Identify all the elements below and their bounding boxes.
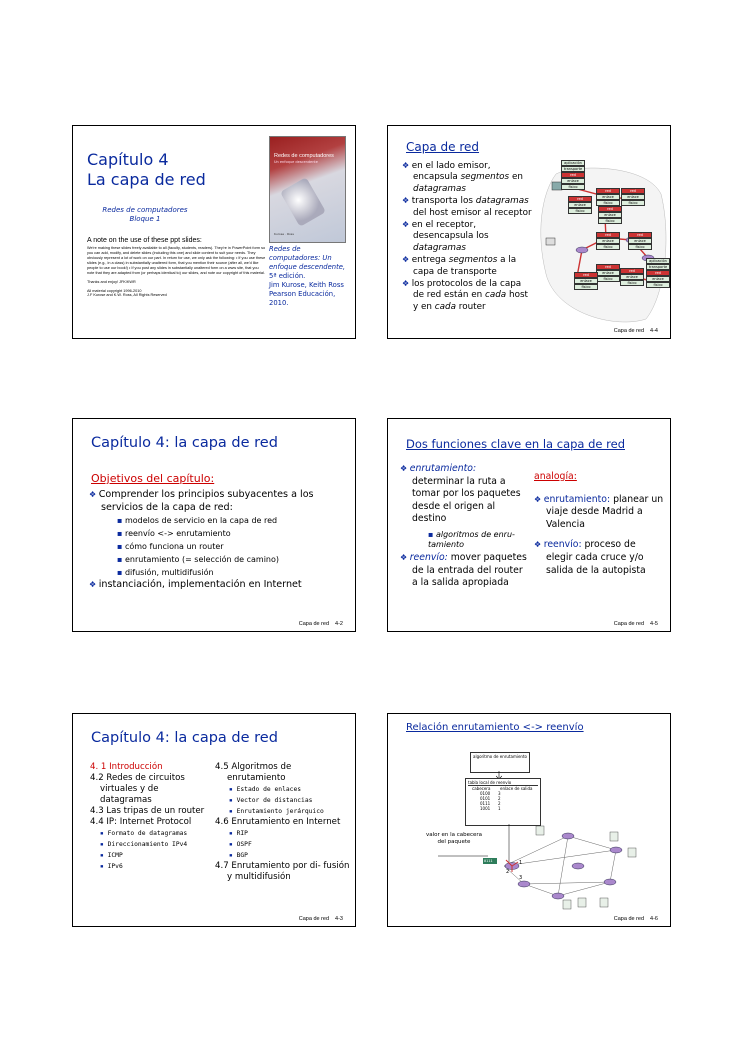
cell-header-value: 0100 bbox=[480, 791, 491, 796]
router-stack-5 bbox=[596, 232, 620, 250]
diamond-bullet-icon: ❖ bbox=[89, 580, 99, 589]
layer-network: red bbox=[596, 232, 620, 238]
note-block bbox=[87, 237, 267, 297]
packet-header-label: valor en la cabecera del paquete bbox=[425, 832, 483, 845]
host-stack-sender bbox=[561, 160, 585, 190]
layer-physical: físico bbox=[628, 244, 652, 250]
layer-network: red bbox=[568, 196, 592, 202]
forwarding-table-header: cabecera enlace de salida bbox=[472, 786, 533, 791]
packet-header-value: 0111 bbox=[484, 859, 493, 863]
router-stack-4 bbox=[598, 206, 622, 224]
layer-link: enlace bbox=[646, 276, 670, 282]
layer-network: red bbox=[561, 172, 585, 178]
ref-title: Redes de computadores: Un enfoque descendente, bbox=[269, 245, 346, 271]
toc-4-4-items: ▪ Formato de datagramas ▪ Direccionamiento IPv4 ▪ ICMP ▪ IPv6 bbox=[100, 830, 188, 870]
layer-physical: físico bbox=[596, 276, 620, 282]
slide-title: Capítulo 4: la capa de red bbox=[91, 730, 278, 746]
slide-title: Dos funciones clave en la capa de red bbox=[406, 437, 625, 451]
book-line1: Redes de computadores bbox=[102, 206, 188, 214]
layer-link: enlace bbox=[621, 194, 645, 200]
routing-algorithm-box bbox=[470, 752, 530, 773]
book-line2: Bloque 1 bbox=[129, 215, 161, 223]
layer-link: enlace bbox=[628, 238, 652, 244]
link-label-2: 2 bbox=[506, 869, 510, 875]
note-thanks: Thanks and enjoy! JFK/KWR bbox=[87, 280, 136, 284]
bullet-list bbox=[402, 160, 532, 313]
cell-output-link: 3 bbox=[498, 791, 501, 796]
layer-link: enlace bbox=[568, 202, 592, 208]
link-label-3: 3 bbox=[519, 875, 523, 881]
slide-chapter-cover bbox=[72, 125, 356, 339]
cover-authors: Kurose · Ross bbox=[274, 232, 294, 236]
toc-4-1: 4. 1 Introducción bbox=[90, 762, 163, 772]
sub-item-2: ▪ reenvío <-> enrutamiento bbox=[117, 529, 231, 538]
toc-4-6-items: ▪ RIP ▪ OSPF ▪ BGP bbox=[229, 830, 252, 859]
layer-physical: físico bbox=[561, 184, 585, 190]
slide-footer: Capa de red 4-3 bbox=[298, 916, 343, 922]
ref-publisher: Pearson Educación, 2010. bbox=[269, 290, 336, 307]
layer-network: red bbox=[620, 268, 644, 274]
sub-item-5: ▪ difusión, multidifusión bbox=[117, 568, 214, 577]
book-reference bbox=[269, 245, 353, 308]
toc-4-7: 4.7 Enrutamiento por di- fusión y multidifusión bbox=[215, 861, 350, 882]
layer-physical: físico bbox=[620, 280, 644, 286]
cell-output-link: 2 bbox=[498, 801, 501, 806]
copyright-line2: J.F Kurose and K.W. Ross, All Rights Reserved bbox=[87, 293, 167, 297]
toc-4-3: 4.3 Las tripas de un router bbox=[90, 806, 205, 816]
router-stack-1 bbox=[596, 188, 620, 206]
slide-relacion bbox=[387, 713, 671, 927]
link-label-1: 1 bbox=[519, 860, 523, 866]
slide-dos-funciones bbox=[387, 418, 671, 632]
layer-link: enlace bbox=[561, 178, 585, 184]
forwarding-network-diagram bbox=[428, 814, 668, 924]
layer-physical: físico bbox=[574, 284, 598, 290]
sub-item-algoritmos: ▪ algoritmos de enru- tamiento bbox=[428, 529, 515, 549]
router-stack-6 bbox=[628, 232, 652, 250]
diamond-bullet-icon: ❖ bbox=[534, 494, 544, 504]
sub-item-1: ▪ modelos de servicio en la capa de red bbox=[117, 516, 278, 525]
slide-capa-de-red bbox=[387, 125, 671, 339]
analogy-heading: analogía: bbox=[534, 471, 577, 482]
diamond-bullet-icon: ❖ bbox=[89, 490, 99, 499]
layer-app: aplicación bbox=[561, 160, 585, 166]
diamond-bullet-icon: ❖ bbox=[534, 540, 544, 550]
book-label bbox=[95, 206, 195, 224]
layer-network: red bbox=[596, 264, 620, 270]
toc-4-5-items: ▪ Estado de enlaces ▪ Vector de distancias ▪ Enrutamiento jerárquico bbox=[229, 786, 324, 815]
router-stack-2 bbox=[621, 188, 645, 206]
book-cover-image bbox=[269, 136, 346, 243]
analogy-2: ❖ reenvío: proceso de elegir cada cruce y/o salida de la autopista bbox=[534, 539, 646, 576]
diamond-bullet-icon: ❖ bbox=[402, 255, 412, 265]
analogy-1: ❖ enrutamiento: planear un viaje desde Madrid a Valencia bbox=[534, 493, 664, 530]
slide-contenido bbox=[72, 713, 356, 927]
diamond-bullet-icon: ❖ bbox=[402, 220, 412, 230]
slide-title: Capa de red bbox=[406, 140, 480, 154]
sub-list bbox=[89, 514, 349, 579]
note-body: We're making these slides freely available to all (faculty, students, readers). They're in PowerPoint form so you can add, modify, and delete slides (including this one) and slide content to suit your needs. They obviously represent a lot of work on our part. In return for use, we only ask the following: • If you use these slides (e.g., in a class) in substantially unaltered form, that you mention their source (after all, we'd like people to use our book!) • If you post any slides in substantially unaltered form on a www site, that you note that they are adapted from (or perhaps identical to) our slides, and note our copyright of this material. bbox=[87, 246, 266, 275]
cover-title: Redes de computadores bbox=[274, 153, 334, 159]
slide-title: Capítulo 4: la capa de red bbox=[91, 435, 278, 451]
layer-physical: físico bbox=[568, 208, 592, 214]
slide-footer: Capa de red 4-4 bbox=[613, 328, 658, 334]
toc-4-5: 4.5 Algoritmos de enrutamiento bbox=[215, 762, 292, 783]
diamond-bullet-icon: ❖ bbox=[402, 161, 412, 170]
bullet-enrutamiento: ❖ enrutamiento: bbox=[400, 463, 477, 474]
layer-network: red bbox=[646, 270, 670, 276]
bullet-1: ❖ Comprender los principios subyacentes a los servicios de la capa de red: bbox=[89, 489, 314, 513]
layer-link: enlace bbox=[596, 270, 620, 276]
layer-app: aplicación bbox=[646, 258, 670, 264]
slide-title: Relación enrutamiento <-> reenvío bbox=[406, 722, 584, 733]
layer-network: red bbox=[628, 232, 652, 238]
layer-network: red bbox=[598, 206, 622, 212]
cell-output-link: 1 bbox=[498, 806, 501, 811]
router-stack-8 bbox=[620, 268, 644, 286]
layer-physical: físico bbox=[596, 244, 620, 250]
bullet-3: ❖ en el receptor, desencapsula los datagramas bbox=[402, 220, 489, 253]
layer-transport: transporte bbox=[646, 264, 670, 270]
sub-item-4: ▪ enrutamiento (= selección de camino) bbox=[117, 555, 280, 564]
bullet-reenvio: ❖ reenvío: mover paquetes de la entrada del router a la salida apropiada bbox=[400, 551, 527, 589]
copyright-line1: All material copyright 1996-2010 bbox=[87, 289, 142, 293]
diamond-bullet-icon: ❖ bbox=[402, 279, 412, 289]
ref-authors: Jim Kurose, Keith Ross bbox=[269, 281, 344, 289]
toc-4-2: 4.2 Redes de circuitos virtuales y de datagramas bbox=[90, 773, 185, 805]
chapter-title bbox=[87, 150, 206, 190]
host-stack-receiver bbox=[646, 258, 670, 288]
slide-footer: Capa de red 4-2 bbox=[298, 621, 343, 627]
layer-link: enlace bbox=[596, 238, 620, 244]
slide-objetivos bbox=[72, 418, 356, 632]
routing-algorithm-label: algoritmo de enrutamiento bbox=[473, 754, 527, 759]
bullet-4: ❖ entrega segmentos a la capa de transporte bbox=[402, 255, 517, 277]
bullet-5: ❖ los protocolos de la capa de red están en cada host y en cada router bbox=[402, 279, 528, 312]
chapter-subtitle: La capa de red bbox=[87, 170, 206, 189]
bullet-2: ❖ instanciación, implementación en Internet bbox=[89, 579, 302, 590]
bullet-1: ❖ en el lado emisor, encapsula segmentos en datagramas bbox=[402, 161, 523, 194]
toc-4-4: 4.4 IP: Internet Protocol bbox=[90, 817, 192, 827]
ref-edition: 5ª edición. bbox=[269, 272, 306, 280]
diamond-bullet-icon: ❖ bbox=[402, 196, 412, 206]
router-stack-3 bbox=[568, 196, 592, 214]
forwarding-table-title: tabla local de reenvío bbox=[468, 780, 538, 786]
cell-header-value: 0101 bbox=[480, 796, 491, 801]
objectives-heading: Objetivos del capítulo: bbox=[91, 472, 215, 485]
layer-physical: físico bbox=[598, 218, 622, 224]
slide-footer: Capa de red 4-5 bbox=[613, 621, 658, 627]
chapter-number: Capítulo 4 bbox=[87, 150, 169, 169]
contents-right bbox=[215, 762, 350, 883]
right-column bbox=[534, 471, 664, 577]
cell-header-value: 0111 bbox=[480, 801, 491, 806]
router-stack-9 bbox=[574, 272, 598, 290]
cover-subtitle: Un enfoque descendente bbox=[274, 160, 318, 164]
slide-footer: Capa de red 4-6 bbox=[613, 916, 658, 922]
layer-network: red bbox=[621, 188, 645, 194]
left-column bbox=[400, 463, 530, 590]
sub-item-3: ▪ cómo funciona un router bbox=[117, 542, 224, 551]
cable-image bbox=[280, 177, 326, 227]
layer-transport: transporte bbox=[561, 166, 585, 172]
layer-link: enlace bbox=[598, 212, 622, 218]
layer-physical: físico bbox=[596, 200, 620, 206]
objectives-list bbox=[89, 489, 349, 592]
layer-physical: físico bbox=[621, 200, 645, 206]
toc-4-6: 4.6 Enrutamiento en Internet bbox=[215, 817, 341, 827]
contents-left bbox=[90, 762, 210, 872]
layer-network: red bbox=[574, 272, 598, 278]
diamond-bullet-icon: ❖ bbox=[400, 464, 410, 473]
layer-link: enlace bbox=[620, 274, 644, 280]
cell-header-value: 1001 bbox=[480, 806, 491, 811]
layer-network: red bbox=[596, 188, 620, 194]
table-row bbox=[468, 806, 538, 811]
forwarding-table-rows bbox=[468, 791, 538, 811]
bullet-2: ❖ transporta los datagramas del host emisor al receptor bbox=[402, 196, 532, 218]
cell-output-link: 2 bbox=[498, 796, 501, 801]
layer-link: enlace bbox=[574, 278, 598, 284]
note-title: A note on the use of these ppt slides: bbox=[87, 237, 202, 244]
layer-physical: físico bbox=[646, 282, 670, 288]
enrutamiento-desc: determinar la ruta a tomar por los paquetes desde el origen al destino bbox=[412, 475, 521, 525]
diamond-bullet-icon: ❖ bbox=[400, 552, 410, 562]
router-stack-7 bbox=[596, 264, 620, 282]
layer-link: enlace bbox=[596, 194, 620, 200]
